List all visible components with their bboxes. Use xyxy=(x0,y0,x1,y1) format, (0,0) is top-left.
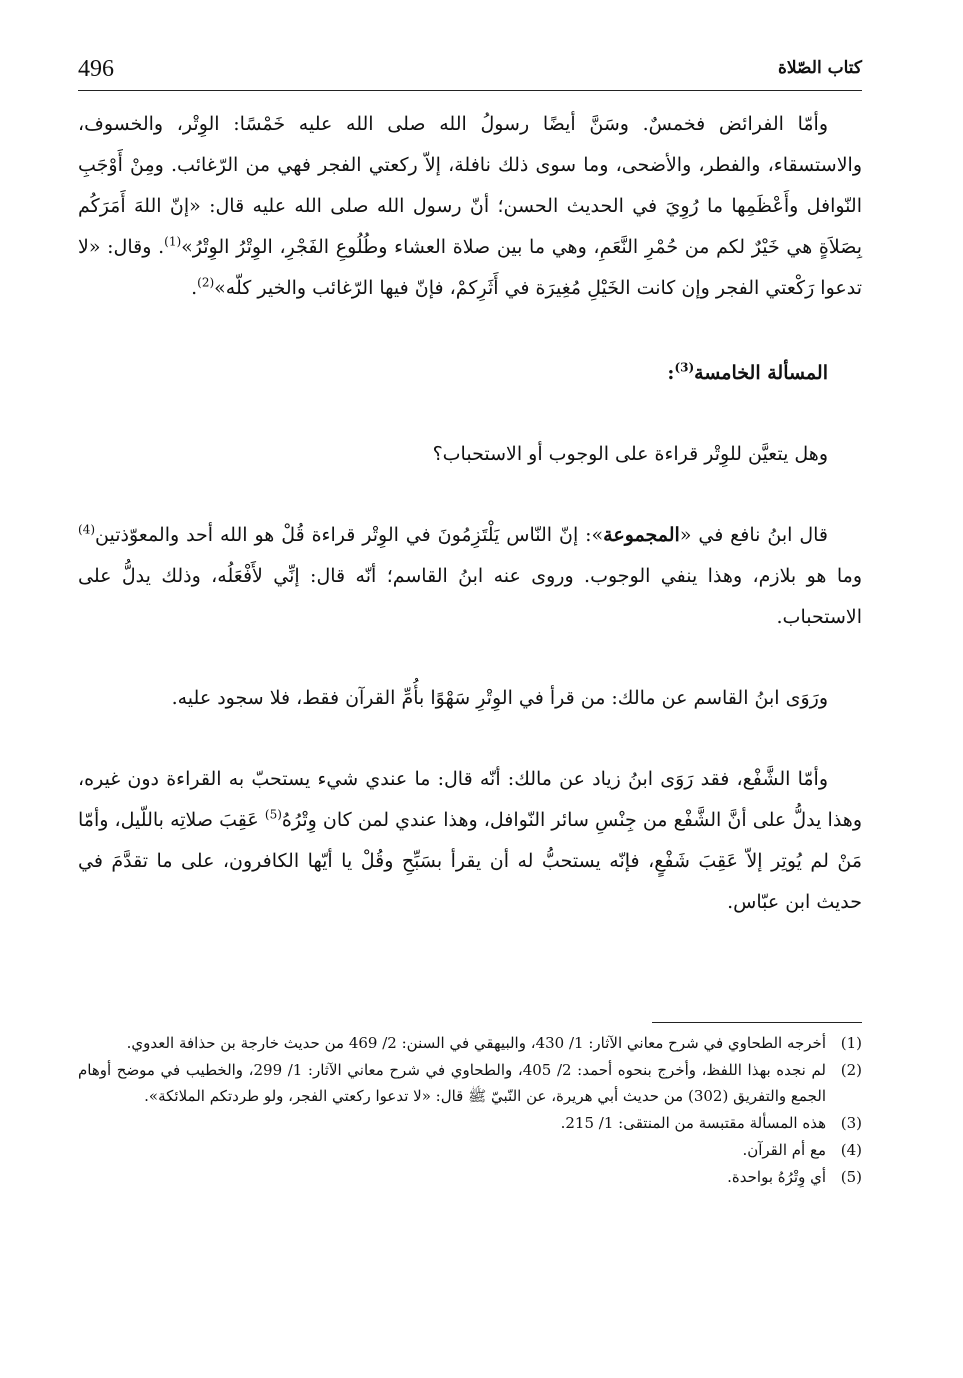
footnote-ref-4: (4) xyxy=(78,522,96,537)
footnote-ref-3: (3) xyxy=(674,360,695,375)
footnote xyxy=(78,1057,862,1109)
footnote xyxy=(78,1164,862,1190)
footnote xyxy=(78,1137,862,1163)
footnote-text: أخرجه الطحاوي في شرح معاني الآثار: 1/ 430، والبيهقي في السنن: 2/ 469 من حديث خارجة بن حذافة العدوي. xyxy=(126,1034,826,1052)
footnote-number: (3) xyxy=(840,1114,862,1132)
paragraph-1: وأمّا الفرائض فخمسٌ. وسَنَّ أيضًا رسولُ الله صلى الله عليه خَمْسًا: الوِتْر، والخسوف، والاستسقاء، والفطر، والأضحى، وما سوى ذلك نافلة، إلاّ ركعتي الفجر فهي من الرّغائب. ومِنْ أَوْجَبِ النّوافل وأَعْظَمِها ما رُوِيَ في الحديث الحسن؛ أنّ رسول الله صلى الله عليه قال: «إنّ اللهَ أَمَرَكُم بِصَلاَةٍ هي خَيْرٌ لكم من حُمْرِ النَّعَمِ، وهي ما بين صلاة العشاء وطُلُوعِ الفَجْرِ، الوِتْرُ الوِتْرُ»$^{(1)}$. وقال: «لا تدعوا رَكْعتي الفجر وإن كانت الخَيْلِ مُغِيرَة في أَثَرِكمْ، فإنّ فيها الرّغائب والخير كلّه»$^{(2)}$. xyxy=(78,113,862,299)
footnote xyxy=(78,1110,862,1136)
paragraph-4: ورَوَى ابنُ القاسم عن مالك: من قرأ في الوِتْرِ سَهْوًا بأُمِّ القرآن فقط، فلا سجود عليه. xyxy=(171,687,828,709)
page-number: 496 xyxy=(78,56,114,82)
paragraph-3: قال ابنُ نافع في «المجموعة»: إنّ النّاس يَلْتَزِمُونَ في الوِتْر قراءة قُلْ هو الله أحد والمعوّذتين$^{(4)}$ وما هو بلازم، وهذا ينفي الوجوب. وروى عنه ابنُ القاسم؛ أنّه قال: إنِّي لأَفْعَلُه، وذلك يدلُّ على الاستحباب. xyxy=(78,522,862,628)
footnote-number: (2) xyxy=(840,1061,862,1079)
footnote-ref-2: (2) xyxy=(197,275,215,290)
footnote-text: لم نجده بهذا اللفظ، وأخرج بنحوه أحمد: 2/ 405، والطحاوي في شرح معاني الآثار: 1/ 299، والخطيب في موضح أوهام الجمع والتفريق (302) من حديث أبي هريرة، عن النّبيّ ﷺ قال: «لا تدعوا ركعتي الفجر، ولو طردتكم الملائكة». xyxy=(78,1061,827,1105)
footnote xyxy=(78,1030,862,1056)
footnote-text: هذه المسألة مقتبسة من المنتقى: 1/ 215. xyxy=(560,1114,826,1132)
main-text xyxy=(78,104,862,923)
footnotes xyxy=(78,1030,862,1191)
footnote-number: (5) xyxy=(840,1168,862,1186)
section-heading: المسألة الخامسة$^{(3)}$: xyxy=(667,360,828,384)
paragraph-2: وهل يتعيَّن للوِتْر قراءة على الوجوب أو الاستحباب؟ xyxy=(432,443,828,465)
footnote-number: (1) xyxy=(840,1034,862,1052)
footnote-ref-5: (5) xyxy=(264,807,282,822)
running-title: كتاب الصّلاة xyxy=(777,58,862,78)
page-header xyxy=(78,50,862,91)
paragraph-5: وأمّا الشَّفْع، فقد رَوَى ابنُ زياد عن مالك: أنّه قال: ما عندي شيء يستحبّ به القراءة دون غيره، وهذا يدلُّ على أنَّ الشَّفْع من جِنْسِ سائر النّوافل، وهذا عندي لمن كان وِتْرُهُ$^{(5)}$ عَقِبَ صلاتِه باللّيل، وأمّا مَنْ لم يُوتِر إلاّ عَقِبَ شَفْعٍ، فإنّه يستحبُّ له أن يقرأ بسَبِّحِ وقُلْ يا أيّها الكافرون، على ما تقدَّمَ في حديث ابن عبّاس. xyxy=(78,768,863,913)
footnote-separator xyxy=(652,1022,862,1023)
footnote-text: أي وِتْرُهُ بواحدة. xyxy=(727,1168,826,1186)
footnote-text: مع أم القرآن. xyxy=(742,1141,826,1159)
footnote-ref-1: (1) xyxy=(164,234,182,249)
book-title: المجموعة xyxy=(603,524,680,546)
footnote-number: (4) xyxy=(840,1141,862,1159)
